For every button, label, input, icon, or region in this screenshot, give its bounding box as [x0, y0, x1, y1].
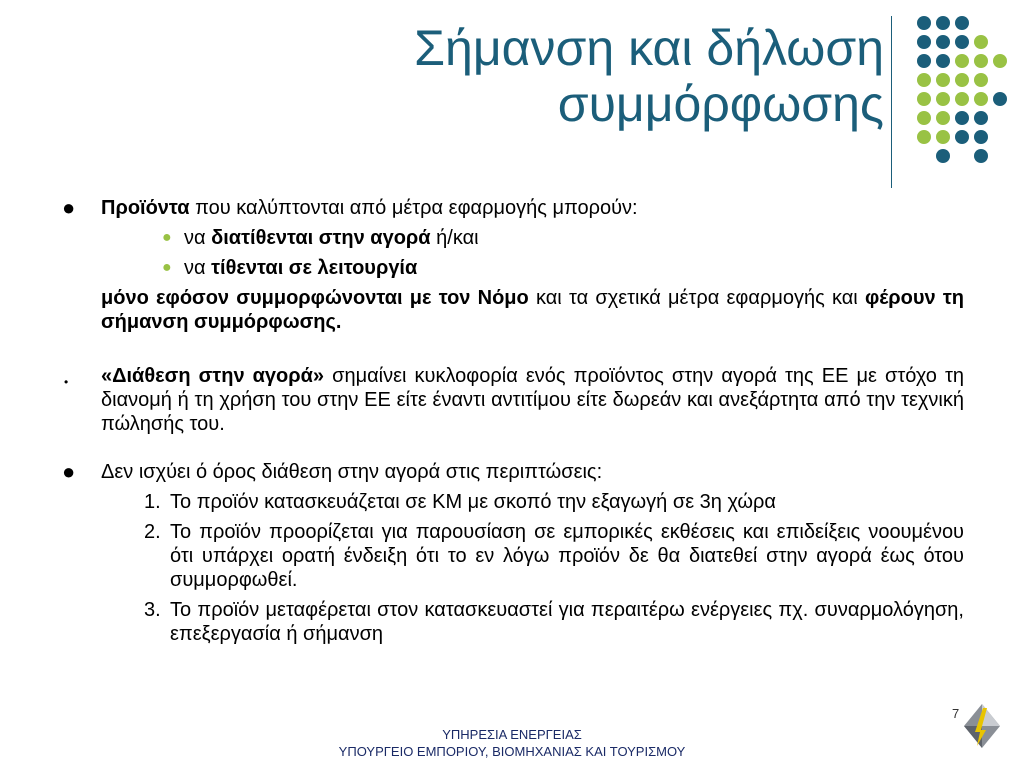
dot [955, 54, 969, 68]
slide-title [184, 20, 884, 132]
bullet-text: Δεν ισχύει ό όρος διάθεση στην αγορά στις περιπτώσεις: [101, 461, 603, 483]
footer-line-1: ΥΠΗΡΕΣΙΑ ΕΝΕΡΓΕΙΑΣ [442, 727, 582, 742]
footer-line-2: ΥΠΟΥΡΓΕΙΟ ΕΜΠΟΡΙΟΥ, ΒΙΟΜΗΧΑΝΙΑΣ ΚΑΙ ΤΟΥΡΙΣΜΟΥ [338, 744, 686, 759]
dot [917, 35, 931, 49]
dot [974, 111, 988, 125]
dot [955, 35, 969, 49]
sub-bullet-text [184, 226, 964, 250]
bullet-green-dot-icon: ● [162, 259, 172, 276]
bullet-rest: σημαίνει κυκλοφορία ενός προϊόντος στην αγορά της ΕΕ με στόχο τη διανομή ή τη χρήση του στην ΕΕ είτε έναντι αντιτίμου είτε δωρεάν και ανεξάρτητα από την τεχνική πώλησής του. [101, 365, 964, 435]
dot [936, 54, 950, 68]
item-number: 1. [144, 491, 161, 513]
bullet-text [101, 364, 964, 436]
footer [0, 726, 1024, 760]
bullet-small-dot-icon: • [64, 375, 69, 389]
dot [974, 73, 988, 87]
dot [974, 54, 988, 68]
dot [974, 130, 988, 144]
text-post: ή/και [430, 227, 479, 249]
text-mid: και τα σχετικά μέτρα εφαρμογής και [528, 287, 865, 309]
dot [974, 149, 988, 163]
text-pre: να [184, 227, 212, 249]
bullet-making-available [62, 364, 964, 436]
bold-term: μόνο εφόσον συμμορφώνονται με τον Νόμο [101, 287, 529, 309]
dot [917, 130, 931, 144]
numbered-item-2 [144, 520, 964, 592]
dot [955, 16, 969, 30]
dot [974, 35, 988, 49]
dot [917, 92, 931, 106]
bullet-exceptions [62, 460, 964, 484]
dot [917, 73, 931, 87]
dot [955, 111, 969, 125]
numbered-item-3 [144, 598, 964, 646]
sub-bullet-market [162, 226, 964, 250]
page-number: 7 [952, 706, 960, 721]
dot [955, 73, 969, 87]
item-text: Το προϊόν μεταφέρεται στον κατασκευαστεί για περαιτέρω ενέργειες πχ. συναρμολόγηση, επεξεργασία ή σήμανση [170, 599, 964, 645]
dot [917, 54, 931, 68]
dot [917, 111, 931, 125]
item-number: 3. [144, 599, 161, 621]
dot-grid-icon [913, 16, 1013, 166]
dot [936, 92, 950, 106]
dot [974, 92, 988, 106]
bold-term: «Διάθεση στην αγορά» [101, 365, 325, 387]
bullet-text [101, 196, 964, 220]
dot [936, 35, 950, 49]
dot [993, 92, 1007, 106]
continuation-paragraph [101, 286, 964, 334]
dot [917, 16, 931, 30]
numbered-item-1 [144, 490, 964, 514]
bold-term: τίθενται σε λειτουργία [211, 257, 418, 279]
slide-title-line-1: Σήμανση και δήλωση [414, 20, 884, 76]
dot [955, 92, 969, 106]
title-divider-line [891, 16, 892, 188]
dot [936, 111, 950, 125]
dot [936, 73, 950, 87]
item-text: Το προϊόν κατασκευάζεται σε ΚΜ με σκοπό την εξαγωγή σε 3η χώρα [170, 491, 776, 513]
bullet-dot-icon: ● [62, 195, 76, 220]
bold-term: φέρουν τη σήμανση συμμόρφωσης. [101, 287, 965, 333]
slide-title-line-2: συμμόρφωσης [557, 76, 884, 132]
bullet-green-dot-icon: ● [162, 229, 172, 246]
text-pre: να [184, 257, 212, 279]
bullet-products [62, 196, 964, 220]
dot [936, 130, 950, 144]
bold-term: Προϊόντα [101, 197, 190, 219]
dot [936, 149, 950, 163]
bullet-rest: που καλύπτονται από μέτρα εφαρμογής μπορούν: [189, 197, 638, 219]
bullet-dot-icon: ● [62, 459, 76, 484]
bold-term: διατίθενται στην αγορά [211, 227, 431, 249]
dot [936, 16, 950, 30]
dot [993, 54, 1007, 68]
slide-body [62, 196, 964, 646]
sub-bullet-text [184, 256, 964, 280]
item-number: 2. [144, 521, 161, 543]
dot [955, 130, 969, 144]
item-text: Το προϊόν προορίζεται για παρουσίαση σε εμπορικές εκθέσεις και επιδείξεις νοουμένου ότι υπάρχει ορατή ένδειξη ότι το εν λόγω προϊόν δε θα διατεθεί στην αγορά έως ότου συμμορφωθεί. [170, 521, 964, 591]
sub-bullet-service [162, 256, 964, 280]
